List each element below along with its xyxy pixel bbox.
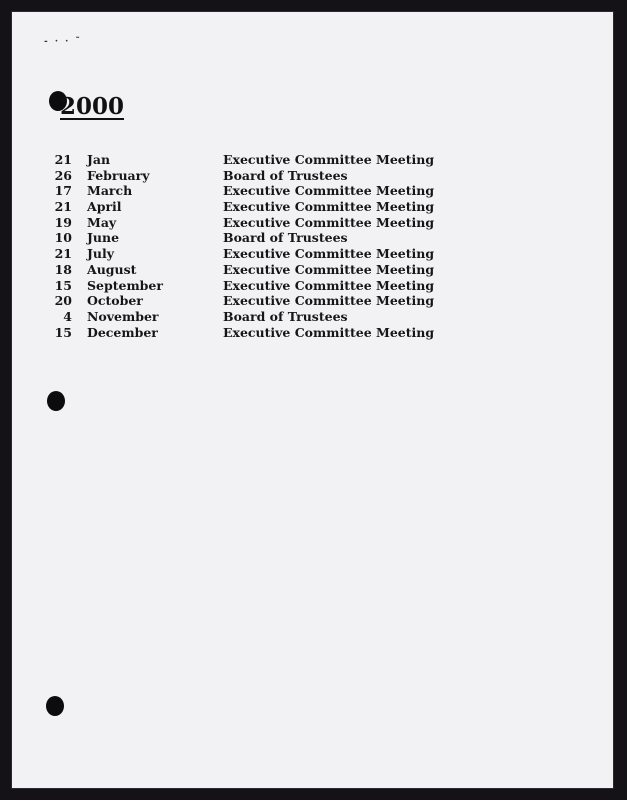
schedule-event: Executive Committee Meeting xyxy=(223,246,435,262)
punch-hole-bottom xyxy=(46,696,64,716)
schedule-row xyxy=(12,293,613,309)
schedule-month: Jan xyxy=(87,152,111,167)
year-heading: 2000 xyxy=(60,93,125,120)
schedule-month: June xyxy=(87,230,120,246)
schedule-day: 18 xyxy=(54,261,72,277)
schedule-event: Board of Trustees xyxy=(223,230,348,246)
schedule-event: Executive Committee Meeting xyxy=(223,277,435,293)
schedule-row xyxy=(12,183,613,199)
schedule-row xyxy=(12,246,613,262)
schedule-row xyxy=(12,309,613,325)
schedule-row xyxy=(12,215,613,231)
schedule-row xyxy=(12,262,613,278)
schedule-event: Executive Committee Meeting xyxy=(223,293,435,309)
schedule-row xyxy=(12,152,613,168)
schedule-month: August xyxy=(87,261,137,277)
schedule-day: 17 xyxy=(54,183,72,199)
schedule-month: October xyxy=(87,293,143,309)
schedule-day: 21 xyxy=(54,199,72,215)
schedule-event: Executive Committee Meeting xyxy=(223,214,435,230)
schedule-row xyxy=(12,199,613,215)
schedule-month: February xyxy=(87,167,150,183)
schedule-event: Executive Committee Meeting xyxy=(223,183,435,199)
schedule-row xyxy=(12,278,613,294)
header-marks: - · · ˜ xyxy=(44,37,82,47)
schedule-event: Board of Trustees xyxy=(223,167,348,183)
schedule-event: Executive Committee Meeting xyxy=(223,152,435,167)
schedule-month: July xyxy=(87,246,115,262)
schedule-day: 4 xyxy=(63,308,72,324)
schedule-month: April xyxy=(87,199,122,215)
schedule-row xyxy=(12,230,613,246)
schedule-day: 20 xyxy=(54,293,72,309)
document-page xyxy=(12,12,613,788)
schedule-day: 15 xyxy=(54,277,72,293)
schedule-day: 15 xyxy=(54,324,72,340)
schedule-day: 19 xyxy=(54,214,72,230)
schedule-event: Board of Trustees xyxy=(223,308,348,324)
schedule-month: December xyxy=(87,324,158,340)
schedule-month: September xyxy=(87,277,163,293)
schedule-day: 21 xyxy=(54,152,72,167)
schedule-month: November xyxy=(87,308,159,324)
schedule-row xyxy=(12,325,613,341)
schedule-day: 26 xyxy=(54,167,72,183)
schedule-row xyxy=(12,168,613,184)
punch-hole-middle xyxy=(47,391,65,411)
schedule-event: Executive Committee Meeting xyxy=(223,261,435,277)
schedule-month: May xyxy=(87,214,117,230)
schedule-event: Executive Committee Meeting xyxy=(223,199,435,215)
schedule-day: 21 xyxy=(54,246,72,262)
schedule-month: March xyxy=(87,183,133,199)
schedule-event: Executive Committee Meeting xyxy=(223,324,435,340)
schedule-day: 10 xyxy=(54,230,72,246)
meeting-schedule xyxy=(12,152,613,340)
